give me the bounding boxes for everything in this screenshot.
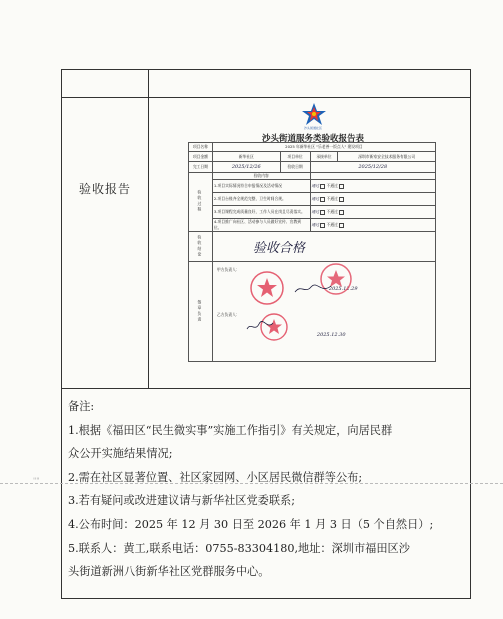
- pass-option: 通过: [311, 183, 320, 188]
- row-divider: [62, 388, 470, 389]
- fail-option: 不通过: [326, 222, 338, 227]
- acceptance-item: 1.项目实际情况符合申报情况及活动情况: [212, 180, 310, 193]
- signature-section-label: 签章负责: [189, 262, 213, 362]
- notes-title: 备注:: [68, 400, 95, 413]
- conclusion-label: 验收结论: [189, 232, 213, 262]
- acceptance-item: 2.项目台账齐全规范完整，卫生时间合规。: [212, 193, 310, 206]
- acceptance-date-value: 2025/12/28: [310, 162, 435, 173]
- checkbox-icon: [339, 197, 344, 202]
- checkbox-icon: [320, 223, 325, 228]
- acceptance-date-label: 验收日期: [280, 162, 310, 173]
- pass-option: 通过: [311, 209, 320, 214]
- column-divider: [148, 70, 149, 388]
- project-name-label: 项目名称: [189, 143, 213, 152]
- project-amount-value: 新华社区: [212, 152, 280, 162]
- project-name-value: 2025 年新华社区 "乐老善一饭点人" 建设项目: [212, 143, 435, 152]
- checkbox-icon: [320, 184, 325, 189]
- community-logo-icon: [301, 102, 327, 126]
- notes-line: 1.根据《福田区“民生微实事”实施工作指引》有关规定，向居民群: [68, 423, 393, 437]
- conclusion-handwriting: 验收合格: [212, 232, 435, 262]
- checkbox-icon: [339, 223, 344, 228]
- notes-line: 4.公布时间：2025 年 12 月 30 日至 2026 年 1 月 3 日（5 个自然日）;: [68, 517, 434, 531]
- project-amount-label: 项目金额: [189, 152, 213, 162]
- acceptance-item: 4.项目推广向社区、活动参与人员做好宣传、宣教到位。: [212, 219, 310, 232]
- form-title: 沙头街道服务类验收报告表: [261, 134, 364, 144]
- acceptance-item: 3.项目课程完成质量良好，工作人员在岗且尽责落实。: [212, 206, 310, 219]
- checkbox-icon: [320, 197, 325, 202]
- notes-line: 头街道新洲八街新华社区党群服务中心。: [68, 565, 270, 579]
- contractor-value: 深圳市新家安全技术服务有限公司: [338, 152, 436, 162]
- signature-scribble-icon: [293, 282, 333, 296]
- margin-mark: "": [33, 477, 40, 485]
- fail-option: 不通过: [326, 209, 338, 214]
- contractor-label: 承接单位: [310, 152, 338, 162]
- notes-section: [68, 395, 468, 584]
- logo-text: 沙头街道社区: [303, 126, 322, 130]
- row-divider: [62, 97, 470, 98]
- party-a-sign-date: 2025.12.29: [328, 286, 358, 292]
- signature-scribble-icon: [245, 320, 275, 334]
- fail-option: 不通过: [326, 196, 338, 201]
- completion-date-value: 2025/12/26: [212, 162, 280, 173]
- pass-option: 通过: [311, 196, 320, 201]
- acceptance-report-label: 验收报告: [78, 182, 131, 196]
- checkbox-icon: [339, 210, 344, 215]
- acceptance-form-image: [181, 100, 445, 384]
- pass-option: 通过: [311, 222, 320, 227]
- notes-line: 3.若有疑问或改进建议请与新华社区党委联系;: [68, 494, 296, 508]
- fold-line: [0, 483, 503, 484]
- checkbox-icon: [320, 210, 325, 215]
- completion-date-label: 完工日期: [189, 162, 213, 173]
- checkbox-icon: [339, 184, 344, 189]
- party-b-sign-date: 2025.12.30: [316, 332, 346, 338]
- notes-line: 众公开实施结果情况;: [68, 447, 173, 461]
- notes-line: 5.联系人：黄工,联系电话：0755-83304180,地址：深圳市福田区沙: [68, 541, 410, 555]
- project-unit-label: 项目单位: [280, 152, 310, 162]
- fail-option: 不通过: [326, 183, 338, 188]
- party-b-sign-label: 乙方负责人：: [216, 312, 240, 317]
- acceptance-table: [188, 142, 436, 362]
- process-section-label: 验收过程: [189, 173, 213, 232]
- notes-line: 2.需在社区显著位置、社区家园网、小区居民微信群等公布;: [68, 470, 363, 484]
- party-a-sign-label: 甲方负责人：: [216, 267, 240, 272]
- content-header: 验收内容: [212, 173, 310, 180]
- party-a-stamp-icon: [249, 270, 285, 306]
